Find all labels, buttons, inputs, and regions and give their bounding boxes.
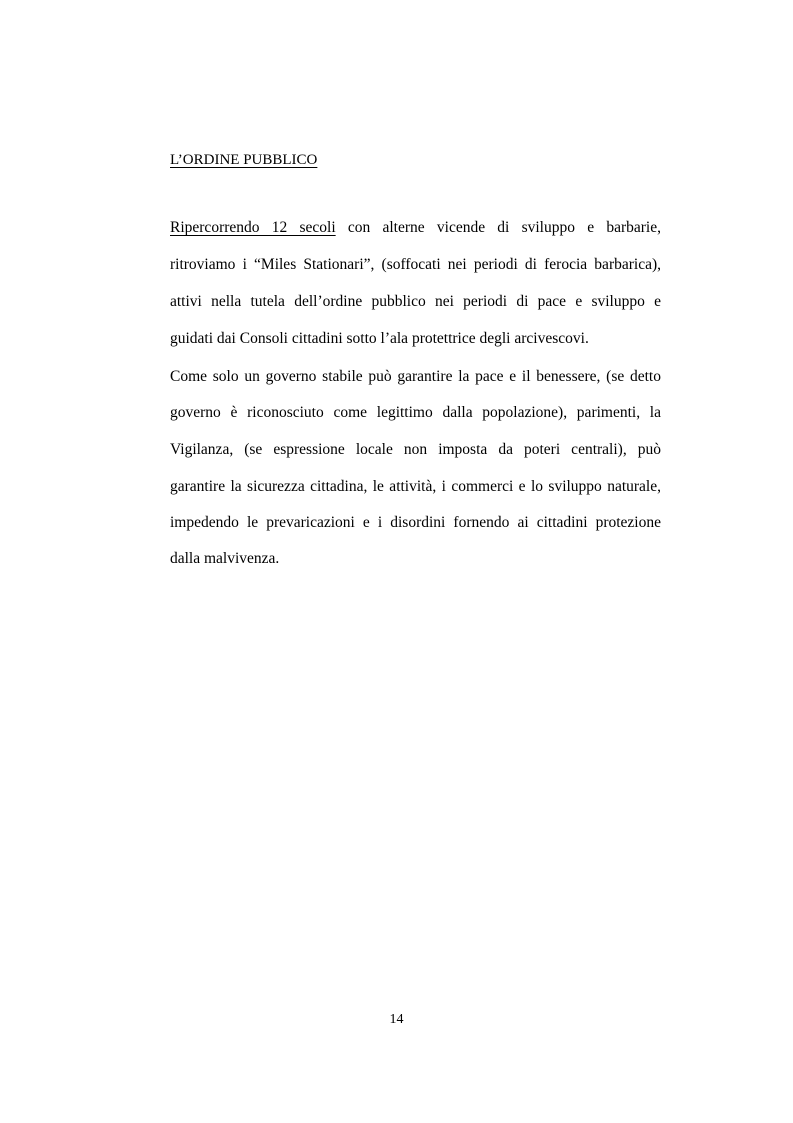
paragraph-2-line-6: dalla malvivenza.	[170, 550, 280, 567]
page-heading: L’ORDINE PUBBLICO	[170, 152, 318, 168]
paragraph-2-line-4: garantire la sicurezza cittadina, le attività, i commerci e lo sviluppo naturale,	[170, 478, 661, 495]
underlined-phrase: Ripercorrendo 12 secoli	[170, 219, 336, 236]
page-number: 14	[389, 1012, 404, 1027]
paragraph-2-line-2: governo è riconosciuto come legittimo dalla popolazione), parimenti, la	[170, 404, 661, 421]
paragraph-2-line-3: Vigilanza, (se espressione locale non imposta da poteri centrali), può	[170, 441, 661, 458]
paragraph-2-line-5: impedendo le prevaricazioni e i disordini fornendo ai cittadini protezione	[170, 514, 661, 531]
paragraph-1-line-3: attivi nella tutela dell’ordine pubblico nei periodi di pace e sviluppo e	[170, 293, 661, 310]
paragraph-1-line-2: ritroviamo i “Miles Stationari”, (soffocati nei periodi di ferocia barbarica),	[170, 256, 661, 273]
paragraph-1-line-1-rest: con alterne vicende di sviluppo e barbarie,	[335, 219, 661, 236]
paragraph-2-line-1: Come solo un governo stabile può garantire la pace e il benessere, (se detto	[170, 368, 661, 385]
paragraph-1-line-1	[170, 217, 661, 239]
paragraph-1-line-4: guidati dai Consoli cittadini sotto l’ala protettrice degli arcivescovi.	[170, 330, 589, 347]
